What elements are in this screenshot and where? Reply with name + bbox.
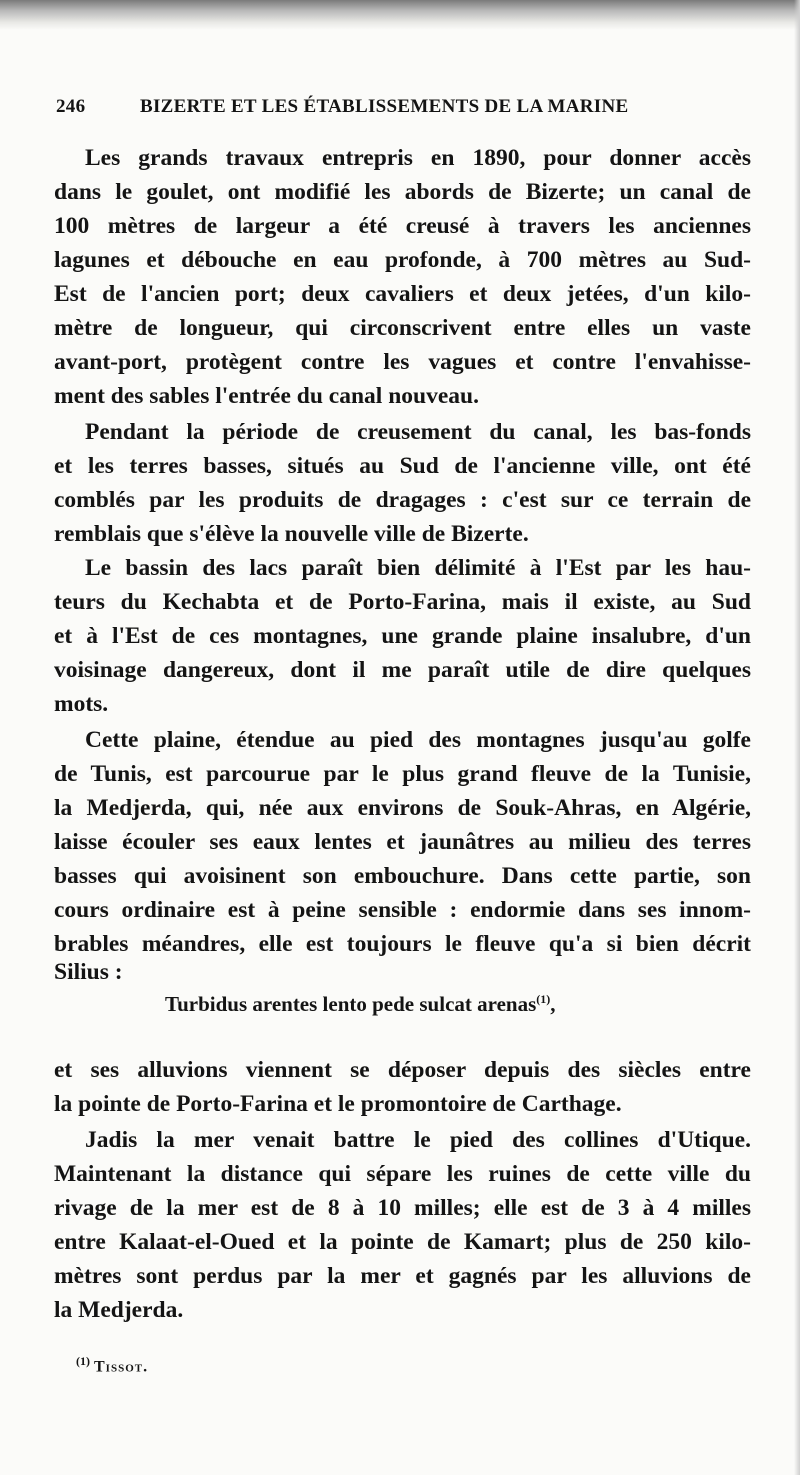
text-line: basses qui avoisinent son embouchure. Dans cette partie, son [54, 863, 751, 889]
text-line: mètre de longueur, qui circonscrivent entre elles un vaste [54, 315, 751, 341]
text-line: remblais que s'élève la nouvelle ville de Bizerte. [54, 521, 529, 547]
text-line: Le bassin des lacs paraît bien délimité à l'Est par les hau- [85, 555, 751, 581]
text-line: dans le goulet, ont modifié les abords de Bizerte; un canal de [54, 179, 751, 205]
text-line: et ses alluvions viennent se déposer depuis des siècles entre [54, 1057, 751, 1083]
text-line: brables méandres, elle est toujours le fleuve qu'a si bien décrit [54, 931, 751, 957]
text-line: ment des sables l'entrée du canal nouveau. [54, 383, 479, 409]
text-line: Maintenant la distance qui sépare les ruines de cette ville du [54, 1161, 751, 1187]
text-line: voisinage dangereux, dont il me paraît utile de dire quelques [54, 657, 751, 683]
text-line: cours ordinaire est à peine sensible : endormie dans ses innom- [54, 897, 751, 923]
text-line: comblés par les produits de dragages : c'est sur ce terrain de [54, 487, 751, 513]
text-line: lagunes et débouche en eau profonde, à 700 mètres au Sud- [54, 247, 751, 273]
text-line: la Medjerda, qui, née aux environs de Souk-Ahras, en Algérie, [54, 795, 751, 821]
text-line: Pendant la période de creusement du canal, les bas-fonds [85, 419, 751, 445]
text-line: et les terres basses, situés au Sud de l'ancienne ville, ont été [54, 453, 751, 479]
scan-edge-shadow [0, 0, 800, 30]
text-line: Les grands travaux entrepris en 1890, pour donner accès [85, 145, 751, 171]
text-line: mots. [54, 691, 109, 717]
scan-right-edge [794, 0, 800, 1475]
footnote-author: Tissot. [94, 1358, 149, 1376]
verse-text: Turbidus arentes lento pede sulcat arenas [165, 992, 537, 1016]
text-line: laisse écouler ses eaux lentes et jaunâtres au milieu des terres [54, 829, 751, 855]
text-line: 100 mètres de largeur a été creusé à travers les anciennes [54, 213, 751, 239]
text-line: de Tunis, est parcourue par le plus grand fleuve de la Tunisie, [54, 761, 751, 787]
text-line: teurs du Kechabta et de Porto-Farina, mais il existe, au Sud [54, 589, 751, 615]
text-line: Silius : [54, 959, 123, 985]
footnote-mark: (1) [76, 1354, 90, 1368]
text-line: la Medjerda. [54, 1297, 184, 1323]
text-line: Jadis la mer venait battre le pied des collines d'Utique. [85, 1127, 751, 1153]
text-line: Est de l'ancien port; deux cavaliers et deux jetées, d'un kilo- [54, 281, 751, 307]
text-line: entre Kalaat-el-Oued et la pointe de Kamart; plus de 250 kilo- [54, 1229, 751, 1255]
footnote [76, 1354, 148, 1376]
text-line: avant-port, protègent contre les vagues et contre l'envahisse- [54, 349, 751, 375]
text-line: la pointe de Porto-Farina et le promontoire de Carthage. [54, 1091, 622, 1117]
page-number: 246 [56, 96, 86, 117]
footnote-reference: (1) [536, 992, 551, 1006]
text-line: mètres sont perdus par la mer et gagnés par les alluvions de [54, 1263, 751, 1289]
text-line: et à l'Est de ces montagnes, une grande plaine insalubre, d'un [54, 623, 751, 649]
verse-punctuation: , [550, 992, 556, 1016]
text-line: rivage de la mer est de 8 à 10 milles; elle est de 3 à 4 milles [54, 1195, 751, 1221]
running-title: BIZERTE ET LES ÉTABLISSEMENTS DE LA MARINE [140, 96, 629, 117]
verse-quotation [165, 984, 556, 1019]
text-line: Cette plaine, étendue au pied des montagnes jusqu'au golfe [85, 727, 751, 753]
running-header [56, 96, 756, 126]
